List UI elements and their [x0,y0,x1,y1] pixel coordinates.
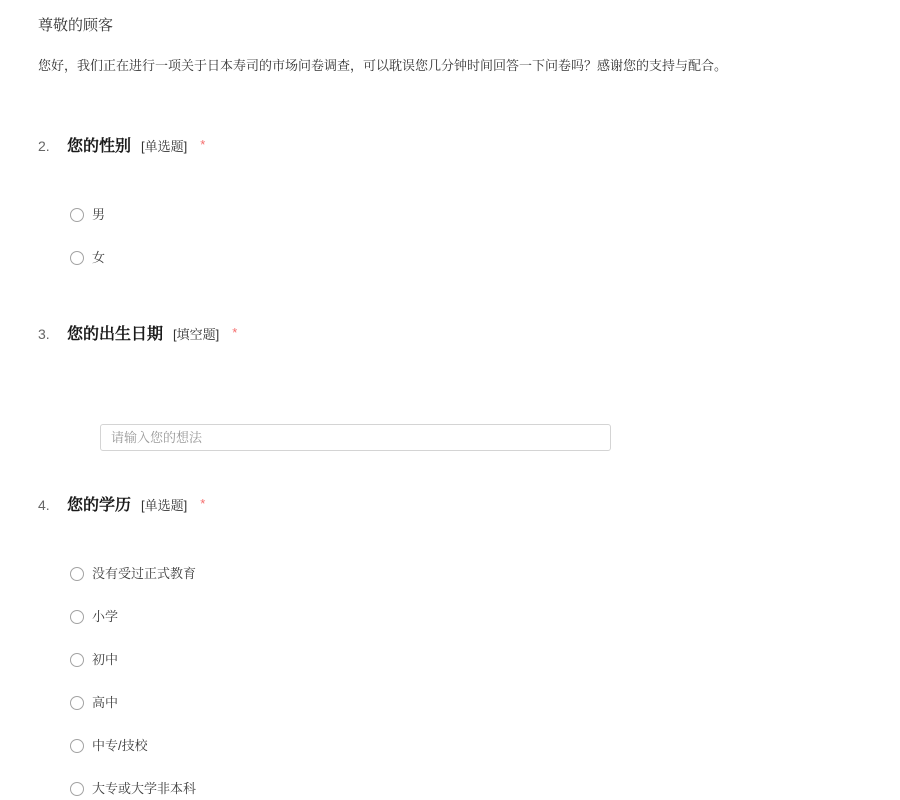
question-title: 您的性别 [67,138,132,155]
question-number: 4. [38,497,50,513]
question-type-tag: [单选题] [141,139,188,154]
question-number: 3. [38,326,50,342]
radio-option-label: 小学 [92,609,119,624]
radio-option-label: 中专/技校 [92,738,148,753]
greeting-description: 您好，我们正在进行一项关于日本寿司的市场问卷调查，可以耽误您几分钟时间回答一下问卷吗？感谢您的支持与配合。 [38,58,728,73]
question-title: 您的学历 [67,497,132,514]
option-list [38,566,862,796]
question-header [38,326,862,343]
radio-option[interactable] [70,781,862,796]
question-number: 2. [38,138,50,154]
radio-option[interactable] [70,566,862,581]
option-list [38,207,862,265]
radio-button-icon[interactable] [70,251,84,265]
question-block [38,138,862,265]
required-asterisk: * [232,325,238,340]
radio-option-label: 男 [92,207,106,222]
radio-button-icon[interactable] [70,782,84,796]
radio-option[interactable] [70,738,862,753]
question-list [38,138,862,796]
question-header [38,138,862,155]
question-type-tag: [单选题] [141,498,188,513]
radio-button-icon[interactable] [70,696,84,710]
question-block [38,326,862,451]
answer-text-input[interactable] [100,424,611,451]
radio-button-icon[interactable] [70,208,84,222]
radio-option-label: 高中 [92,695,119,710]
radio-option[interactable] [70,207,862,222]
radio-option-label: 女 [92,250,106,265]
question-title: 您的出生日期 [67,326,164,343]
radio-option-label: 没有受过正式教育 [92,566,197,581]
radio-option[interactable] [70,652,862,667]
radio-option[interactable] [70,250,862,265]
question-type-tag: [填空题] [173,327,220,342]
answer-area [38,424,862,451]
greeting-title: 尊敬的顾客 [38,17,114,34]
required-asterisk: * [200,137,206,152]
radio-button-icon[interactable] [70,567,84,581]
question-block [38,497,862,796]
radio-button-icon[interactable] [70,739,84,753]
radio-button-icon[interactable] [70,610,84,624]
question-header [38,497,862,514]
radio-option[interactable] [70,695,862,710]
radio-option-label: 初中 [92,652,119,667]
radio-option[interactable] [70,609,862,624]
radio-option-label: 大专或大学非本科 [92,781,197,796]
required-asterisk: * [200,496,206,511]
radio-button-icon[interactable] [70,653,84,667]
